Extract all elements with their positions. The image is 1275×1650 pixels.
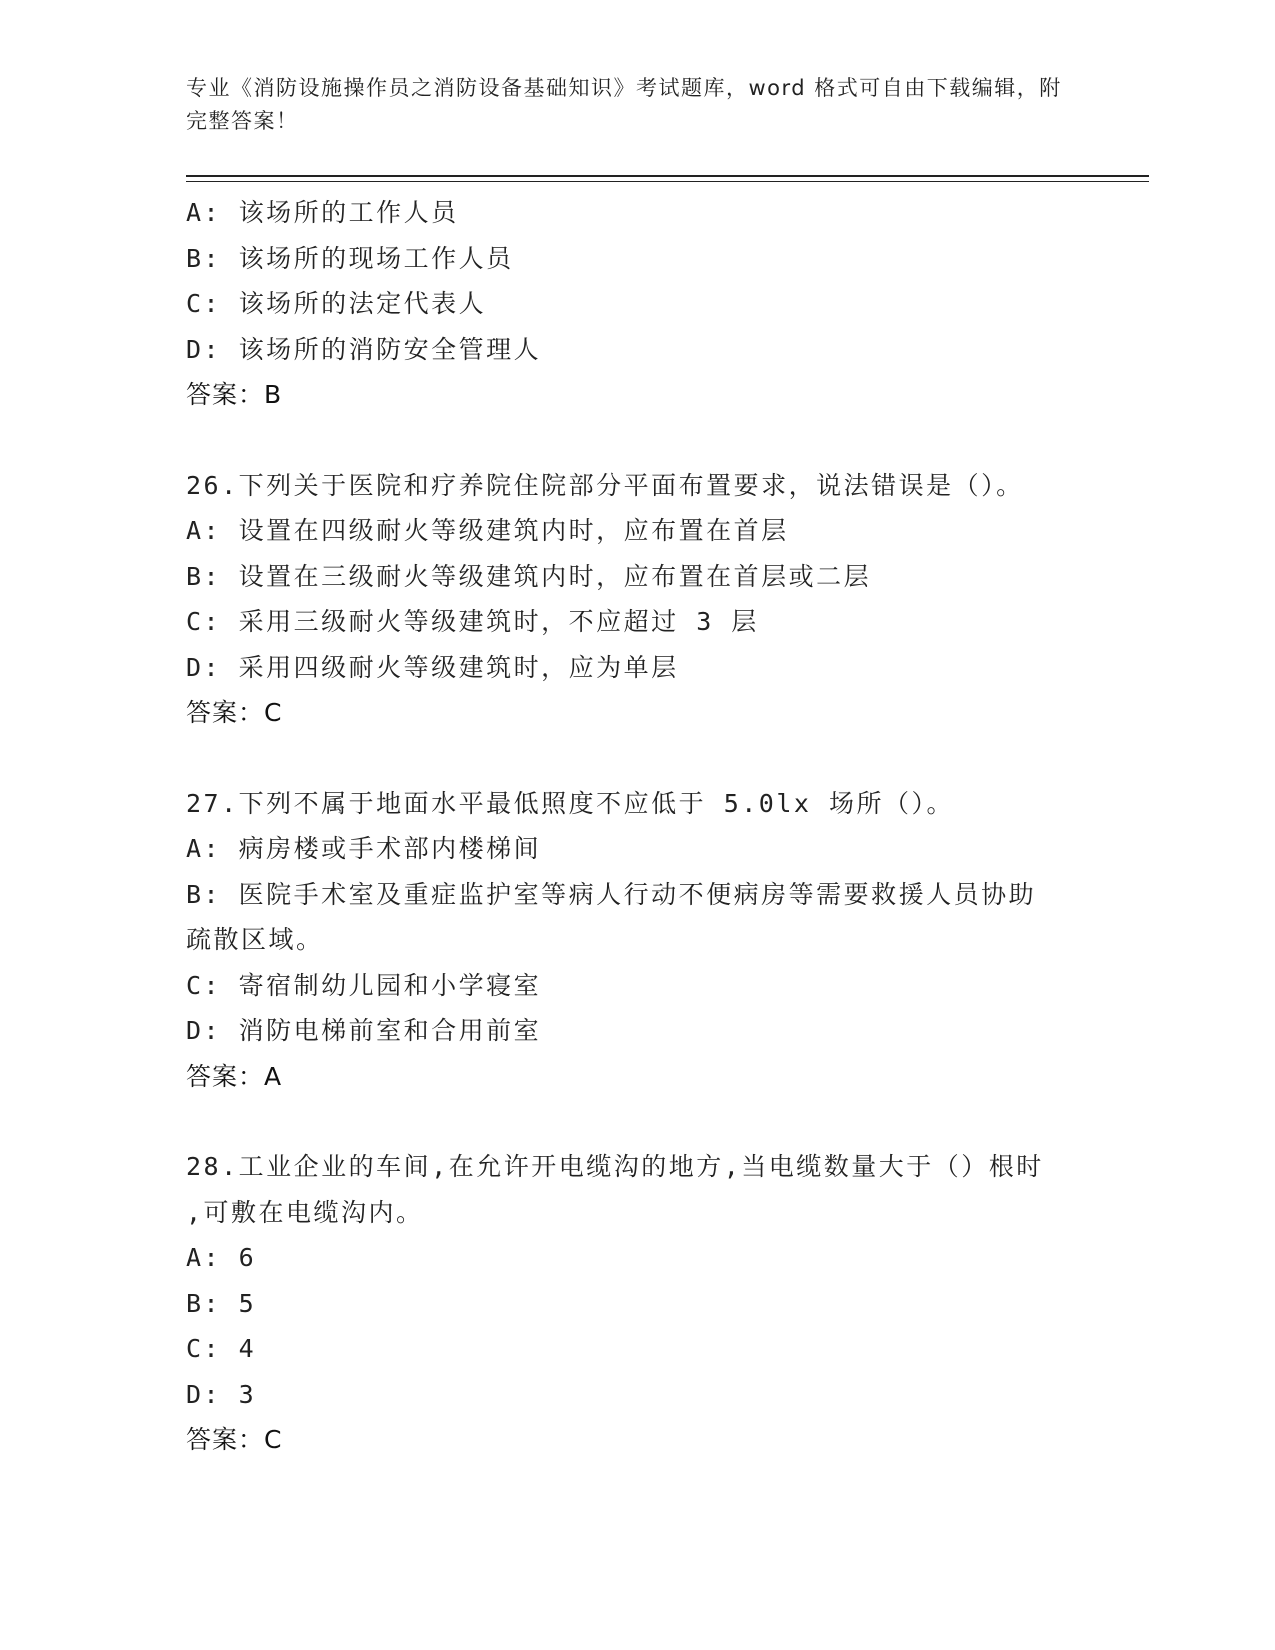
document-header: 专业《消防设施操作员之消防设备基础知识》考试题库，word 格式可自由下载编辑，附完整答案！ bbox=[186, 76, 1062, 133]
option-a: A: 病房楼或手术部内楼梯间 bbox=[186, 834, 542, 863]
spacer bbox=[186, 736, 1086, 781]
question-block-26 bbox=[186, 463, 1086, 736]
header-divider-thick bbox=[186, 175, 1149, 177]
question-stem: 27.下列不属于地面水平最低照度不应低于 5.0lx 场所（）。 bbox=[186, 788, 955, 818]
question-list bbox=[186, 190, 1086, 1463]
spacer bbox=[186, 418, 1086, 463]
question-stem: 26.下列关于医院和疗养院住院部分平面布置要求，说法错误是（）。 bbox=[186, 470, 1024, 500]
answer-line: 答案：C bbox=[186, 698, 283, 727]
option-c: C: 4 bbox=[186, 1334, 257, 1363]
option-b: B: 医院手术室及重症监护室等病人行动不便病房等需要救援人员协助 bbox=[186, 879, 1037, 909]
answer-line: 答案：A bbox=[186, 1061, 283, 1091]
option-b-continued: 疏散区域。 bbox=[186, 925, 324, 954]
option-a: A: 该场所的工作人员 bbox=[186, 198, 459, 227]
option-c: C: 该场所的法定代表人 bbox=[186, 289, 487, 318]
question-stem: 28.工业企业的车间,在允许开电缆沟的地方,当电缆数量大于（）根时 bbox=[186, 1152, 1044, 1181]
option-b: B: 5 bbox=[186, 1288, 257, 1318]
option-c: C: 寄宿制幼儿园和小学寝室 bbox=[186, 970, 542, 1000]
option-b: B: 设置在三级耐火等级建筑内时，应布置在首层或二层 bbox=[186, 561, 872, 591]
spacer bbox=[186, 1099, 1086, 1144]
option-d: D: 该场所的消防安全管理人 bbox=[186, 334, 542, 364]
option-b: B: 该场所的现场工作人员 bbox=[186, 243, 514, 273]
option-c: C: 采用三级耐火等级建筑时，不应超过 3 层 bbox=[186, 607, 759, 636]
option-a: A: 设置在四级耐火等级建筑内时，应布置在首层 bbox=[186, 516, 789, 545]
question-block-prev bbox=[186, 190, 1086, 418]
question-block-27 bbox=[186, 781, 1086, 1100]
question-stem-continued: ,可敷在电缆沟内。 bbox=[186, 1197, 424, 1227]
question-block-28 bbox=[186, 1144, 1086, 1463]
option-a: A: 6 bbox=[186, 1243, 257, 1272]
option-d: D: 消防电梯前室和合用前室 bbox=[186, 1016, 542, 1045]
answer-line: 答案：B bbox=[186, 380, 283, 409]
option-d: D: 3 bbox=[186, 1379, 257, 1409]
header-divider-thin bbox=[186, 181, 1149, 182]
option-d: D: 采用四级耐火等级建筑时，应为单层 bbox=[186, 652, 679, 682]
answer-line: 答案：C bbox=[186, 1425, 283, 1454]
